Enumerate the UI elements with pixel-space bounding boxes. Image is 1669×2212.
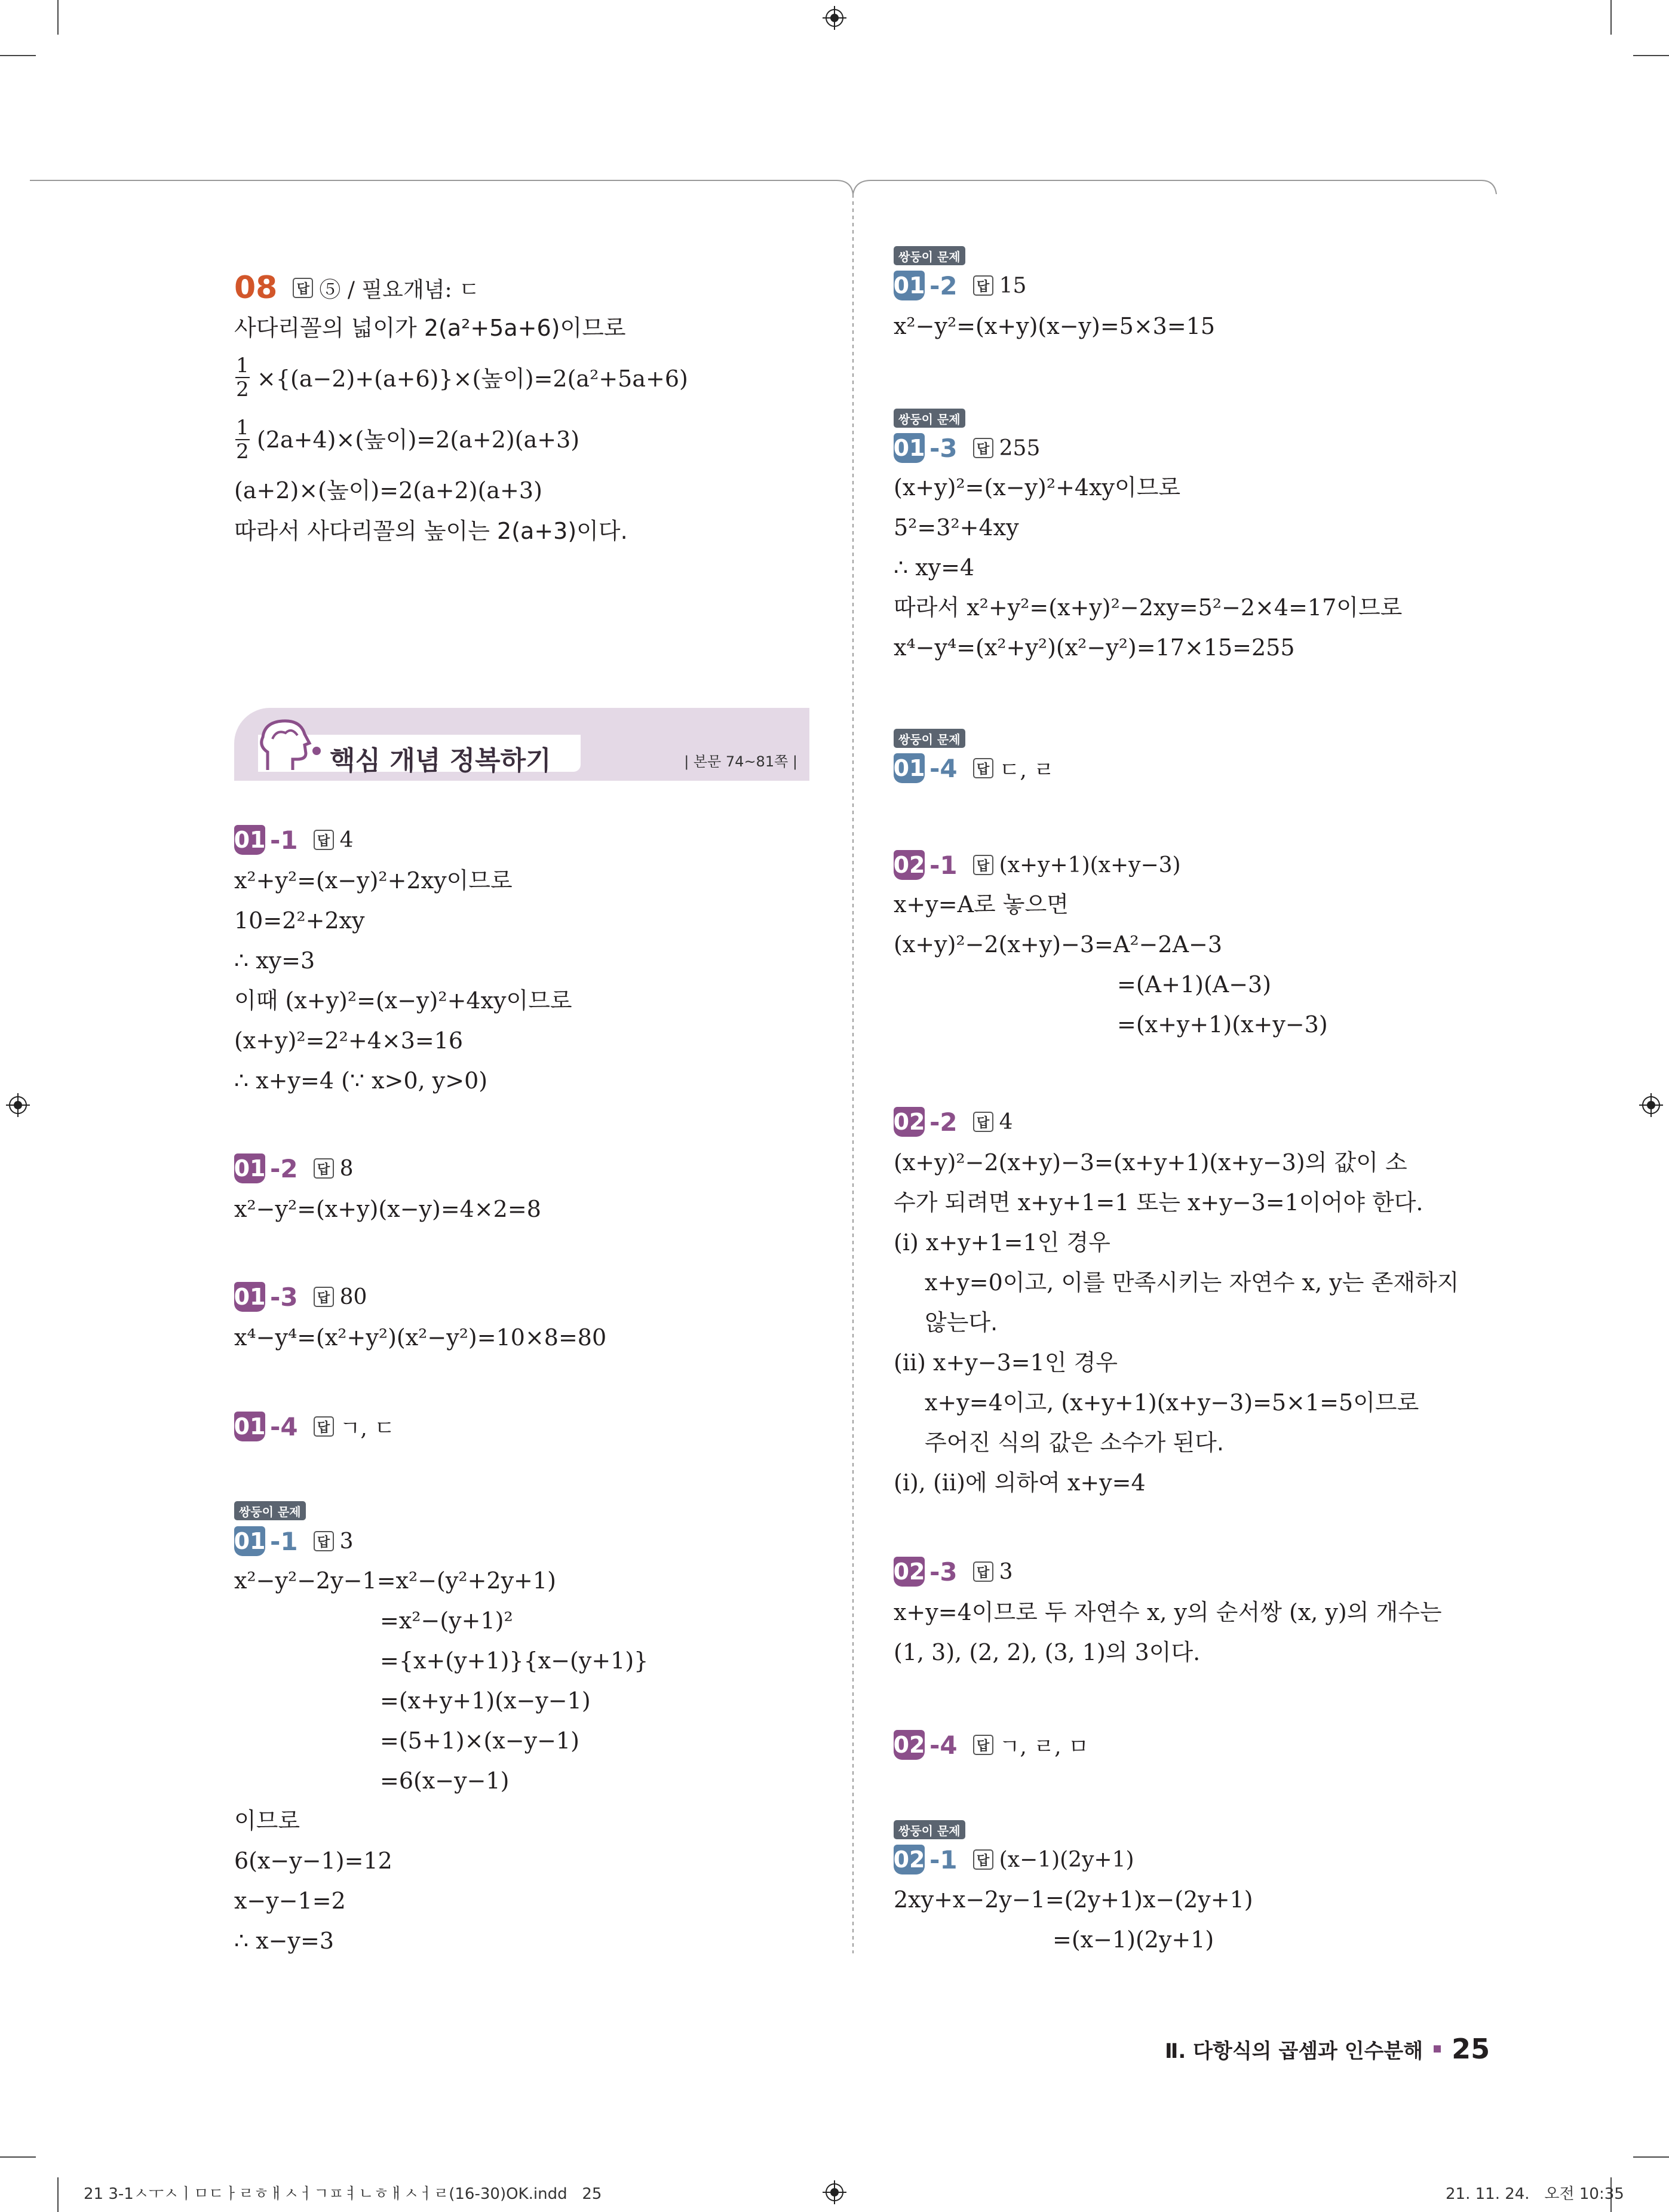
fraction: 1 2: [236, 416, 249, 464]
crop-mark: [0, 2156, 36, 2158]
solution-line: ∴ xy=4: [894, 554, 975, 581]
twin-problem-tag: 쌍둥이 문제: [234, 1501, 306, 1520]
twin-02-1-header: 02 -1 답 (x−1)(2y+1): [893, 1845, 1134, 1874]
solution-line: (a+2)×(높이)=2(a+2)(a+3): [234, 477, 542, 504]
problem-02-3-header: 02 -3 답 3: [893, 1557, 1013, 1587]
solution-line: 않는다.: [925, 1309, 998, 1336]
solution-line: x²−y²−2y−1=x²−(y²+2y+1): [234, 1567, 556, 1594]
problem-badge: 01: [234, 1526, 265, 1556]
answer-icon: 답: [973, 758, 993, 778]
problem-badge: 01: [234, 825, 265, 855]
fraction: 1 2: [236, 354, 249, 401]
solution-line: 6(x−y−1)=12: [234, 1848, 392, 1874]
crop-mark: [57, 0, 59, 35]
problem-badge: 01: [234, 1412, 265, 1441]
answer-icon: 답: [973, 1112, 993, 1132]
answer-icon: 답: [973, 1561, 993, 1582]
twin-problem-tag: 쌍둥이 문제: [894, 729, 965, 748]
solution-line: x+y=0이고, 이를 만족시키는 자연수 x, y는 존재하지: [925, 1269, 1459, 1296]
solution-line: 사다리꼴의 넓이가 2(a²+5a+6)이므로: [234, 315, 626, 341]
solution-line: ×{(a−2)+(a+6)}×(높이)=2(a²+5a+6): [257, 366, 688, 392]
crop-mark: [1633, 55, 1669, 56]
answer-icon: 답: [973, 275, 993, 296]
twin-01-3-header: 01 -3 답 255: [893, 433, 1041, 463]
answer-icon: 답: [314, 1416, 334, 1437]
problem-01-3-header: 01 -3 답 80: [234, 1282, 367, 1312]
solution-line: x+y=4이고, (x+y+1)(x+y−3)=5×1=5이므로: [925, 1389, 1419, 1416]
solution-line: =(5+1)×(x−y−1): [380, 1728, 579, 1754]
registration-mark-icon: [823, 2180, 846, 2204]
problem-badge: 01: [894, 433, 925, 463]
banner-title: 핵심 개념 정복하기: [330, 745, 551, 776]
answer-icon: 답: [973, 1849, 993, 1870]
answer-icon: 답: [973, 438, 993, 458]
solution-line: =6(x−y−1): [380, 1768, 510, 1794]
solution-line: =(A+1)(A−3): [1117, 971, 1272, 998]
bullet-icon: [1434, 2045, 1441, 2053]
crop-mark: [0, 55, 36, 56]
solution-line: ={x+(y+1)}{x−(y+1)}: [380, 1648, 649, 1674]
problem-badge: 01: [234, 1153, 265, 1183]
chapter-title: Ⅱ. 다항식의 곱셈과 인수분해: [1165, 2039, 1423, 2063]
solution-line: (2a+4)×(높이)=2(a+2)(a+3): [257, 427, 580, 453]
solution-line: 이므로: [234, 1808, 300, 1834]
problem-01-2-header: 01 -2 답 8: [234, 1153, 354, 1183]
twin-01-4-header: 01 -4 답 ㄷ, ㄹ: [893, 753, 1055, 783]
twin-problem-tag: 쌍둥이 문제: [894, 1820, 965, 1839]
answer-icon: 답: [314, 830, 334, 850]
solution-line: 따라서 사다리꼴의 높이는 2(a+3)이다.: [234, 518, 628, 544]
solution-line: (ii) x+y−3=1인 경우: [894, 1349, 1118, 1376]
problem-badge: 02: [894, 1557, 925, 1587]
solution-line: x−y−1=2: [234, 1888, 346, 1914]
problem-01-1-header: 01 -1 답 4: [234, 825, 354, 855]
solution-line: x⁴−y⁴=(x²+y²)(x²−y²)=10×8=80: [234, 1324, 607, 1351]
problem-02-4-header: 02 -4 답 ㄱ, ㄹ, ㅁ: [893, 1730, 1089, 1760]
brain-icon: [256, 716, 321, 776]
problem-badge: 02: [894, 850, 925, 880]
solution-line: (x+y)²−2(x+y)−3=(x+y+1)(x+y−3)의 값이 소: [894, 1149, 1407, 1176]
solution-line: =x²−(y+1)²: [380, 1607, 513, 1634]
twin-problem-tag: 쌍둥이 문제: [894, 409, 965, 428]
twin-problem-tag: 쌍둥이 문제: [894, 246, 965, 265]
solution-line: 2xy+x−2y−1=(2y+1)x−(2y+1): [894, 1886, 1253, 1913]
slug-filename: 21 3-1ㅅㅜㅅㅣㅁㄷㅏㄹㅎㅐㅅㅓㄱㅍㅕㄴㅎㅐㅅㅓㄹ(16-30)OK.indd 25: [84, 2185, 602, 2203]
solution-line: x⁴−y⁴=(x²+y²)(x²−y²)=17×15=255: [894, 634, 1295, 661]
crop-mark: [1610, 0, 1612, 35]
solution-line: =(x+y+1)(x−y−1): [380, 1688, 591, 1714]
page-footer: [1165, 2032, 1490, 2066]
solution-line: =(x+y+1)(x+y−3): [1117, 1011, 1328, 1038]
solution-line: 따라서 x²+y²=(x+y)²−2xy=5²−2×4=17이므로: [894, 594, 1403, 621]
crop-mark: [57, 2177, 59, 2212]
solution-line: 주어진 식의 값은 소수가 된다.: [925, 1429, 1224, 1456]
solution-line: ∴ x+y=4 (∵ x>0, y>0): [234, 1067, 488, 1094]
banner-page-ref: | 본문 74~81쪽 |: [684, 753, 797, 770]
solution-line: ∴ x−y=3: [234, 1928, 335, 1954]
solution-line: x²+y²=(x−y)²+2xy이므로: [234, 867, 513, 894]
problem-badge: 01: [894, 271, 925, 300]
problem-badge: 01: [894, 753, 925, 783]
page-number: 25: [1452, 2033, 1490, 2065]
crop-mark: [1633, 2156, 1669, 2158]
answer-icon: 답: [973, 855, 993, 875]
solution-line: x+y=A로 놓으면: [894, 891, 1069, 918]
problem-02-1-header: 02 -1 답 (x+y+1)(x+y−3): [893, 850, 1181, 880]
solution-line: (x+y)²−2(x+y)−3=A²−2A−3: [894, 931, 1223, 958]
solution-line: 수가 되려면 x+y+1=1 또는 x+y−3=1이어야 한다.: [894, 1189, 1423, 1216]
answer-icon: 답: [314, 1531, 334, 1551]
problem-number: 08: [234, 270, 278, 306]
twin-01-2-header: 01 -2 답 15: [893, 271, 1027, 300]
problem-badge: 01: [234, 1282, 265, 1312]
solution-line: (1, 3), (2, 2), (3, 1)의 3이다.: [894, 1639, 1201, 1665]
solution-line: 이때 (x+y)²=(x−y)²+4xy이므로: [234, 987, 572, 1014]
solution-line: 5²=3²+4xy: [894, 514, 1019, 541]
solution-line: 10=2²+2xy: [234, 907, 365, 934]
problem-02-2-header: 02 -2 답 4: [893, 1107, 1013, 1137]
problem-badge: 02: [894, 1107, 925, 1137]
problem-01-4-header: 01 -4 답 ㄱ, ㄷ: [234, 1412, 395, 1441]
solution-line: x²−y²=(x+y)(x−y)=5×3=15: [894, 313, 1216, 339]
solution-line: (i), (ii)에 의하여 x+y=4: [894, 1469, 1146, 1496]
problem-badge: 02: [894, 1845, 925, 1874]
answer-icon: 답: [293, 278, 313, 298]
solution-line: ∴ xy=3: [234, 947, 315, 974]
answer-icon: 답: [314, 1287, 334, 1307]
solution-line: (x+y)²=2²+4×3=16: [234, 1027, 464, 1054]
solution-line: =(x−1)(2y+1): [1053, 1926, 1214, 1953]
section-banner: [234, 708, 809, 781]
slug-date: 21. 11. 24. 오전 10:35: [1446, 2185, 1624, 2203]
answer-icon: 답: [314, 1158, 334, 1179]
solution-line: x²−y²=(x+y)(x−y)=4×2=8: [234, 1196, 541, 1222]
twin-01-1-header: 01 -1 답 3: [234, 1526, 354, 1556]
answer-text: ⑤ / 필요개념: ㄷ: [319, 277, 480, 302]
answer-icon: 답: [973, 1735, 993, 1755]
solution-line: x+y=4이므로 두 자연수 x, y의 순서쌍 (x, y)의 개수는: [894, 1599, 1442, 1625]
registration-mark-icon: [823, 6, 846, 30]
solution-line: (x+y)²=(x−y)²+4xy이므로: [894, 474, 1181, 501]
problem-badge: 02: [894, 1730, 925, 1760]
solution-line: (i) x+y+1=1인 경우: [894, 1229, 1110, 1256]
problem-08-header: [234, 271, 480, 305]
